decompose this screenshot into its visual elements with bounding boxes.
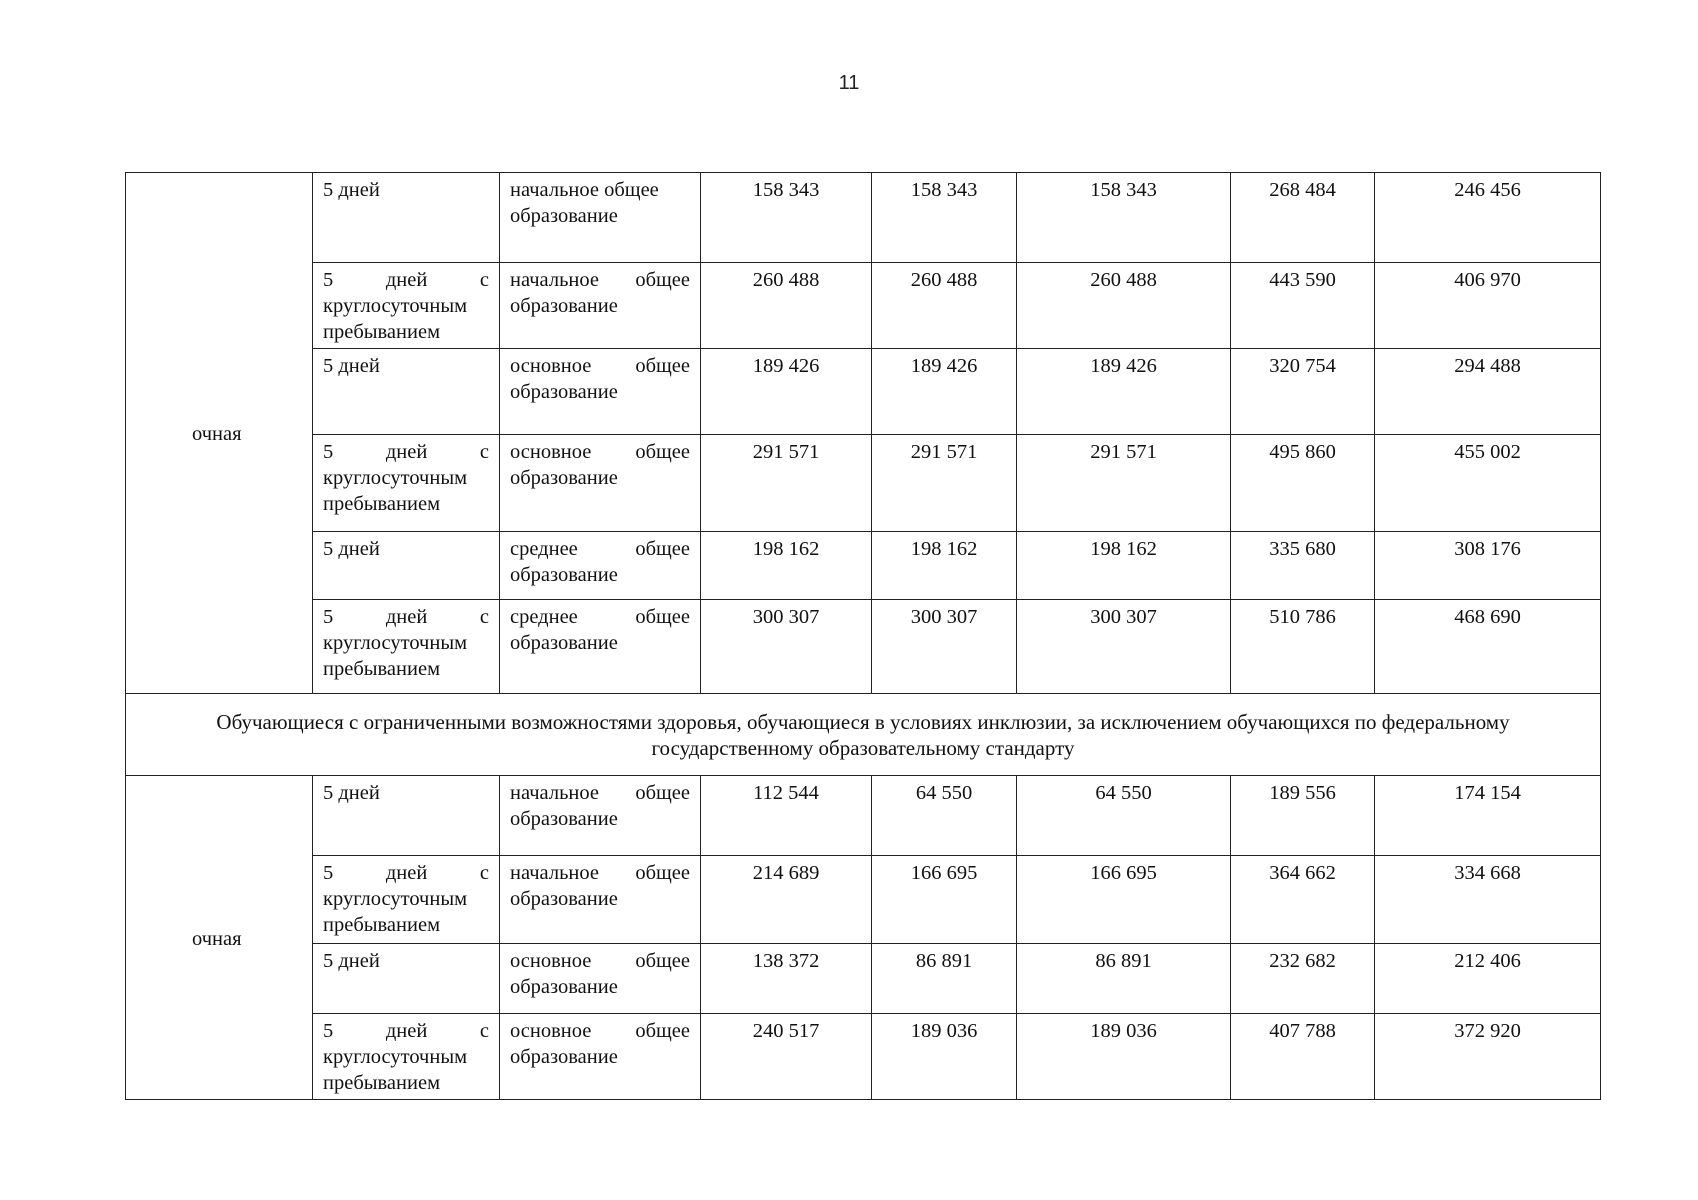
level-cell: начальное общее образование [500,856,701,944]
value-cell: 406 970 [1375,263,1601,349]
value-cell: 198 162 [1017,532,1231,600]
value-cell: 455 002 [1375,435,1601,532]
mode-cell: 5 дней с круглосуточным пребыванием [313,1014,500,1100]
value-cell: 510 786 [1231,600,1375,694]
table-row [126,263,1601,349]
table-row [126,776,1601,856]
education-form-cell: очная [126,776,313,1100]
value-cell: 166 695 [872,856,1017,944]
value-cell: 294 488 [1375,349,1601,435]
value-cell: 166 695 [1017,856,1231,944]
value-cell: 189 036 [872,1014,1017,1100]
value-cell: 158 343 [1017,173,1231,263]
value-cell: 189 426 [701,349,872,435]
value-cell: 189 556 [1231,776,1375,856]
mode-cell: 5 дней [313,776,500,856]
level-cell: основное общее образование [500,349,701,435]
value-cell: 158 343 [701,173,872,263]
value-cell: 364 662 [1231,856,1375,944]
value-cell: 240 517 [701,1014,872,1100]
mode-cell: 5 дней [313,173,500,263]
value-cell: 64 550 [1017,776,1231,856]
section-title: Обучающиеся с ограниченными возможностями здоровья, обучающиеся в условиях инклюзии, за исключением обучающихся по федеральному государственному образовательному стандарту [126,694,1601,776]
section-header-row [126,694,1601,776]
value-cell: 291 571 [1017,435,1231,532]
table-row [126,600,1601,694]
value-cell: 86 891 [1017,944,1231,1014]
table-row [126,173,1601,263]
value-cell: 260 488 [701,263,872,349]
value-cell: 158 343 [872,173,1017,263]
level-cell: основное общее образование [500,944,701,1014]
value-cell: 300 307 [872,600,1017,694]
value-cell: 260 488 [872,263,1017,349]
mode-cell: 5 дней с круглосуточным пребыванием [313,263,500,349]
value-cell: 232 682 [1231,944,1375,1014]
value-cell: 291 571 [701,435,872,532]
value-cell: 212 406 [1375,944,1601,1014]
value-cell: 443 590 [1231,263,1375,349]
value-cell: 268 484 [1231,173,1375,263]
value-cell: 198 162 [701,532,872,600]
value-cell: 407 788 [1231,1014,1375,1100]
value-cell: 189 036 [1017,1014,1231,1100]
value-cell: 214 689 [701,856,872,944]
table-row [126,532,1601,600]
education-form-cell: очная [126,173,313,694]
mode-cell: 5 дней [313,349,500,435]
mode-cell: 5 дней [313,944,500,1014]
mode-cell: 5 дней [313,532,500,600]
table-row [126,435,1601,532]
table-row [126,1014,1601,1100]
value-cell: 86 891 [872,944,1017,1014]
table-row [126,944,1601,1014]
value-cell: 468 690 [1375,600,1601,694]
value-cell: 246 456 [1375,173,1601,263]
value-cell: 112 544 [701,776,872,856]
value-cell: 308 176 [1375,532,1601,600]
value-cell: 174 154 [1375,776,1601,856]
value-cell: 335 680 [1231,532,1375,600]
table-row [126,856,1601,944]
table-row [126,349,1601,435]
level-cell: начальное общее образование [500,173,701,263]
level-cell: основное общее образование [500,435,701,532]
value-cell: 334 668 [1375,856,1601,944]
value-cell: 260 488 [1017,263,1231,349]
value-cell: 189 426 [1017,349,1231,435]
level-cell: среднее общее образование [500,532,701,600]
level-cell: основное общее образование [500,1014,701,1100]
level-cell: среднее общее образование [500,600,701,694]
mode-cell: 5 дней с круглосуточным пребыванием [313,856,500,944]
value-cell: 372 920 [1375,1014,1601,1100]
value-cell: 189 426 [872,349,1017,435]
mode-cell: 5 дней с круглосуточным пребыванием [313,600,500,694]
value-cell: 138 372 [701,944,872,1014]
value-cell: 198 162 [872,532,1017,600]
level-cell: начальное общее образование [500,776,701,856]
page-number: 11 [838,72,860,94]
mode-cell: 5 дней с круглосуточным пребыванием [313,435,500,532]
value-cell: 320 754 [1231,349,1375,435]
value-cell: 300 307 [1017,600,1231,694]
level-cell: начальное общее образование [500,263,701,349]
value-cell: 291 571 [872,435,1017,532]
value-cell: 300 307 [701,600,872,694]
value-cell: 64 550 [872,776,1017,856]
value-cell: 495 860 [1231,435,1375,532]
tariff-table [125,172,1601,1100]
